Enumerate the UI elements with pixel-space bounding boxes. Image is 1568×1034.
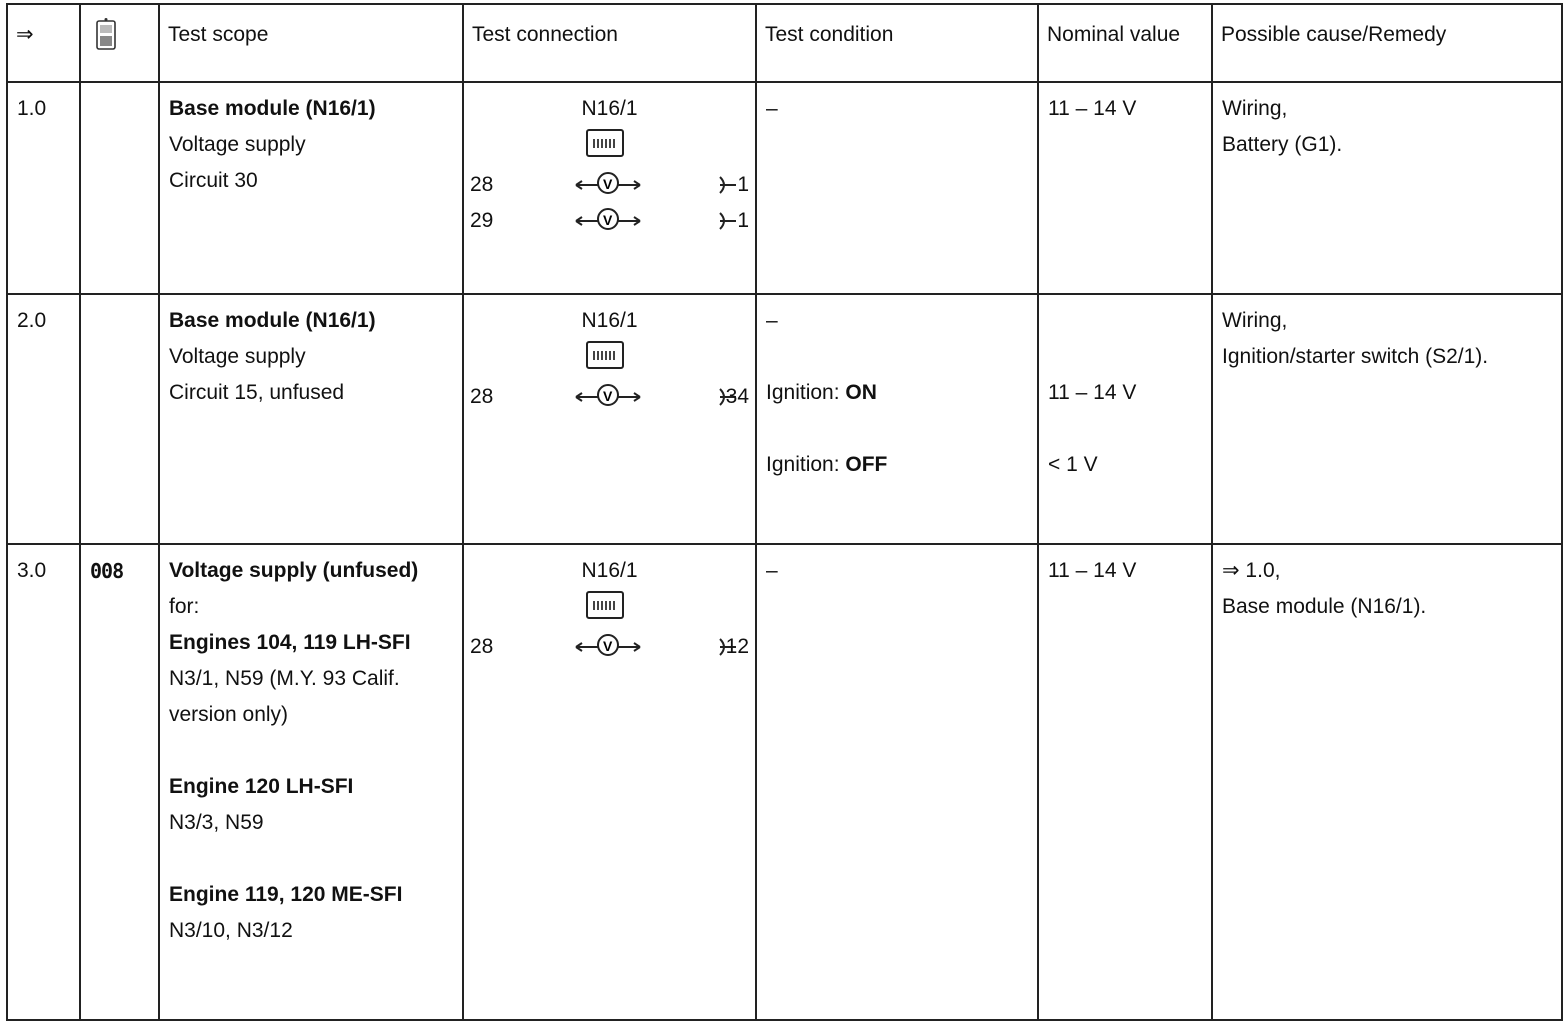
- scope-line: Circuit 15, unfused: [169, 381, 345, 404]
- voltmeter-icon: [570, 167, 740, 197]
- header-test-scope: Test scope: [168, 23, 269, 46]
- pin-to: 34: [725, 385, 749, 408]
- pin-to: 1: [737, 209, 749, 232]
- cause-line: ⇒ 1.0,: [1222, 559, 1281, 582]
- pin-from: 28: [470, 385, 494, 408]
- scope-line: N3/10, N3/12: [169, 919, 293, 942]
- tester-icon: [95, 17, 117, 51]
- pin-from: 29: [470, 209, 494, 232]
- scope-title: Voltage supply (unfused): [169, 559, 419, 582]
- measurement: [470, 203, 749, 233]
- engine-title: Engine 119, 120 ME-SFI: [169, 883, 403, 906]
- condition-ignition-on: Ignition: ON: [766, 381, 877, 404]
- voltmeter-icon: [570, 629, 740, 659]
- table-row: [7, 294, 1562, 544]
- step-number: 3.0: [17, 559, 47, 582]
- measurement: [470, 379, 749, 409]
- scope-title: Base module (N16/1): [169, 309, 376, 332]
- cause-line: Base module (N16/1).: [1222, 595, 1427, 618]
- module-label: N16/1: [581, 97, 638, 120]
- scope-line: Voltage supply: [169, 133, 306, 156]
- test-condition: –: [766, 559, 778, 582]
- condition-ignition-off: Ignition: OFF: [766, 453, 888, 476]
- scope-line: Voltage supply: [169, 345, 306, 368]
- cause-line: Wiring,: [1222, 309, 1288, 332]
- test-condition: –: [766, 309, 778, 332]
- scope-line: N3/1, N59 (M.Y. 93 Calif.: [169, 667, 400, 690]
- cause-line: Ignition/starter switch (S2/1).: [1222, 345, 1489, 368]
- module-label: N16/1: [581, 309, 638, 332]
- pin-from: 28: [470, 173, 494, 196]
- module-icon: [586, 591, 624, 619]
- nominal-value-off: < 1 V: [1048, 453, 1098, 476]
- test-connection-diagram: [464, 545, 755, 1019]
- svg-text:V: V: [603, 388, 613, 404]
- test-condition: –: [766, 97, 778, 120]
- pin-from: 28: [470, 635, 494, 658]
- scope-line: version only): [169, 703, 289, 726]
- module-icon: [586, 341, 624, 369]
- scope-line: for:: [169, 595, 200, 618]
- nominal-value: 11 – 14 V: [1048, 559, 1137, 582]
- cause-line: Battery (G1).: [1222, 133, 1343, 156]
- table-header-row: [7, 4, 1562, 82]
- header-test-connection: Test connection: [472, 23, 618, 46]
- svg-text:V: V: [603, 638, 613, 654]
- nominal-value: 11 – 14 V: [1048, 97, 1137, 120]
- engine-title: Engine 120 LH-SFI: [169, 775, 354, 798]
- test-table: [6, 3, 1563, 1021]
- pin-to: 12: [725, 635, 749, 658]
- test-connection-diagram: [464, 83, 755, 293]
- engine-title: Engines 104, 119 LH-SFI: [169, 631, 411, 654]
- measurement: [470, 167, 749, 197]
- table-row: [7, 82, 1562, 294]
- voltmeter-icon: [570, 379, 740, 409]
- header-nominal-value: Nominal value: [1047, 23, 1181, 46]
- svg-text:V: V: [603, 176, 613, 192]
- cause-line: Wiring,: [1222, 97, 1288, 120]
- pin-to: 1: [737, 173, 749, 196]
- step-number: 2.0: [17, 309, 47, 332]
- header-arrow: ⇒: [16, 23, 34, 46]
- measurement: [470, 629, 749, 659]
- header-possible-cause: Possible cause/Remedy: [1221, 23, 1447, 46]
- voltmeter-icon: [570, 203, 740, 233]
- step-number: 1.0: [17, 97, 47, 120]
- header-test-condition: Test condition: [765, 23, 894, 46]
- svg-text:V: V: [603, 212, 613, 228]
- table-row: [7, 544, 1562, 1020]
- test-connection-diagram: [464, 295, 755, 543]
- module-icon: [586, 129, 624, 157]
- scope-title: Base module (N16/1): [169, 97, 376, 120]
- module-label: N16/1: [581, 559, 638, 582]
- nominal-value-on: 11 – 14 V: [1048, 381, 1137, 404]
- test-code: 008: [90, 559, 124, 583]
- scope-line: N3/3, N59: [169, 811, 264, 834]
- scope-line: Circuit 30: [169, 169, 258, 192]
